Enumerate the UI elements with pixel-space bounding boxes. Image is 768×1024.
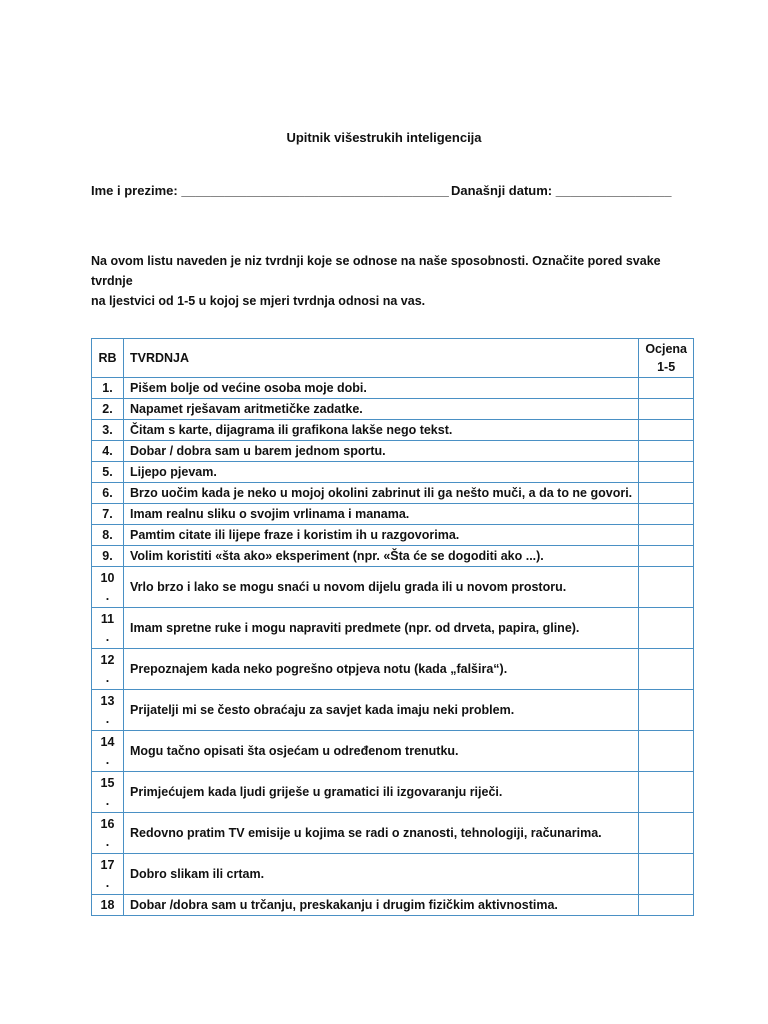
instructions — [91, 251, 681, 311]
row-number-top: 15 — [100, 776, 115, 790]
table-row — [92, 649, 694, 690]
table-row — [92, 567, 694, 608]
row-number-bottom: . — [105, 712, 110, 726]
row-number: 2. — [92, 399, 124, 420]
statement-text: Mogu tačno opisati šta osjećam u određenom trenutku. — [124, 731, 639, 772]
header-grade-line-2: 1-5 — [657, 360, 676, 374]
table-row — [92, 690, 694, 731]
statement-text: Primjećujem kada ljudi griješe u gramatici ili izgovaranju riječi. — [124, 772, 639, 813]
grade-cell[interactable] — [639, 731, 694, 772]
table-row — [92, 420, 694, 441]
grade-cell[interactable] — [639, 854, 694, 895]
name-blank-line: _____________________________________ — [181, 183, 449, 198]
table-row — [92, 854, 694, 895]
row-number — [92, 649, 124, 690]
row-number-bottom: . — [105, 671, 110, 685]
statement-text: Lijepo pjevam. — [124, 462, 639, 483]
row-number: 5. — [92, 462, 124, 483]
row-number: 9. — [92, 546, 124, 567]
header-grade — [639, 339, 694, 378]
grade-cell[interactable] — [639, 608, 694, 649]
date-field[interactable] — [451, 183, 671, 198]
table-row — [92, 483, 694, 504]
row-number: 8. — [92, 525, 124, 546]
instructions-line-2: na ljestvici od 1-5 u kojoj se mjeri tvrdnja odnosi na vas. — [91, 294, 426, 308]
table-row — [92, 462, 694, 483]
statement-text: Redovno pratim TV emisije u kojima se radi o znanosti, tehnologiji, računarima. — [124, 813, 639, 854]
table-row — [92, 504, 694, 525]
table-row — [92, 895, 694, 916]
row-number-top: 14 — [100, 735, 115, 749]
row-number-bottom: . — [105, 835, 110, 849]
row-number: 3. — [92, 420, 124, 441]
grade-cell[interactable] — [639, 399, 694, 420]
table-row — [92, 441, 694, 462]
statement-text: Volim koristiti «šta ako» eksperiment (npr. «Šta će se dogoditi ako ...). — [124, 546, 639, 567]
row-number-top: 17 — [100, 858, 115, 872]
table-header-row — [92, 339, 694, 378]
statement-text: Imam realnu sliku o svojim vrlinama i manama. — [124, 504, 639, 525]
statement-text: Čitam s karte, dijagrama ili grafikona lakše nego tekst. — [124, 420, 639, 441]
row-number-bottom: . — [105, 753, 110, 767]
instructions-line-1: Na ovom listu naveden je niz tvrdnji koje se odnose na naše sposobnosti. Označite pored svake tvrdnje — [91, 254, 661, 288]
row-number-top: 10 — [100, 571, 115, 585]
header-rb: RB — [92, 339, 124, 378]
row-number-bottom: . — [105, 794, 110, 808]
table-row — [92, 546, 694, 567]
row-number — [92, 567, 124, 608]
row-number-bottom: . — [105, 876, 110, 890]
grade-cell[interactable] — [639, 813, 694, 854]
row-number — [92, 690, 124, 731]
date-blank-line: ________________ — [555, 183, 672, 198]
row-number: 1. — [92, 378, 124, 399]
statement-text: Napamet rješavam aritmetičke zadatke. — [124, 399, 639, 420]
row-number-top: 11 — [100, 612, 115, 626]
table-row — [92, 813, 694, 854]
row-number-top: 16 — [100, 817, 115, 831]
grade-cell[interactable] — [639, 483, 694, 504]
document-title: Upitnik višestrukih inteligencija — [286, 130, 482, 145]
table-row — [92, 399, 694, 420]
statement-text: Prijatelji mi se često obraćaju za savjet kada imaju neki problem. — [124, 690, 639, 731]
statement-text: Vrlo brzo i lako se mogu snaći u novom dijelu grada ili u novom prostoru. — [124, 567, 639, 608]
statement-text: Dobar / dobra sam u barem jednom sportu. — [124, 441, 639, 462]
statement-text: Dobar /dobra sam u trčanju, preskakanju i drugim fizičkim aktivnostima. — [124, 895, 639, 916]
name-field[interactable] — [91, 183, 449, 198]
statement-text: Pišem bolje od većine osoba moje dobi. — [124, 378, 639, 399]
grade-cell[interactable] — [639, 567, 694, 608]
grade-cell[interactable] — [639, 649, 694, 690]
grade-cell[interactable] — [639, 504, 694, 525]
grade-cell[interactable] — [639, 462, 694, 483]
table-row — [92, 608, 694, 649]
grade-cell[interactable] — [639, 772, 694, 813]
table-row — [92, 378, 694, 399]
date-label: Današnji datum: — [451, 183, 553, 198]
grade-cell[interactable] — [639, 441, 694, 462]
row-number — [92, 731, 124, 772]
statement-text: Dobro slikam ili crtam. — [124, 854, 639, 895]
row-number-bottom: . — [105, 630, 110, 644]
row-number: 4. — [92, 441, 124, 462]
table-row — [92, 772, 694, 813]
grade-cell[interactable] — [639, 525, 694, 546]
table-row — [92, 731, 694, 772]
statement-text: Imam spretne ruke i mogu napraviti predmete (npr. od drveta, papira, gline). — [124, 608, 639, 649]
statement-text: Prepoznajem kada neko pogrešno otpjeva notu (kada „falšira“). — [124, 649, 639, 690]
grade-cell[interactable] — [639, 546, 694, 567]
row-number — [92, 608, 124, 649]
table-row — [92, 525, 694, 546]
questionnaire-table — [91, 338, 694, 916]
row-number: 6. — [92, 483, 124, 504]
statement-text: Brzo uočim kada je neko u mojoj okolini zabrinut ili ga nešto muči, a da to ne govori. — [124, 483, 639, 504]
header-grade-line-1: Ocjena — [645, 342, 687, 356]
grade-cell[interactable] — [639, 378, 694, 399]
row-number — [92, 772, 124, 813]
header-statement: TVRDNJA — [124, 339, 639, 378]
row-number-top: 12 — [100, 653, 115, 667]
grade-cell[interactable] — [639, 420, 694, 441]
row-number-bottom: . — [105, 589, 110, 603]
grade-cell[interactable] — [639, 895, 694, 916]
statement-text: Pamtim citate ili lijepe fraze i koristim ih u razgovorima. — [124, 525, 639, 546]
grade-cell[interactable] — [639, 690, 694, 731]
row-number — [92, 854, 124, 895]
row-number — [92, 813, 124, 854]
row-number: 7. — [92, 504, 124, 525]
name-label: Ime i prezime: — [91, 183, 178, 198]
row-number: 18 — [92, 895, 124, 916]
row-number-top: 13 — [100, 694, 115, 708]
